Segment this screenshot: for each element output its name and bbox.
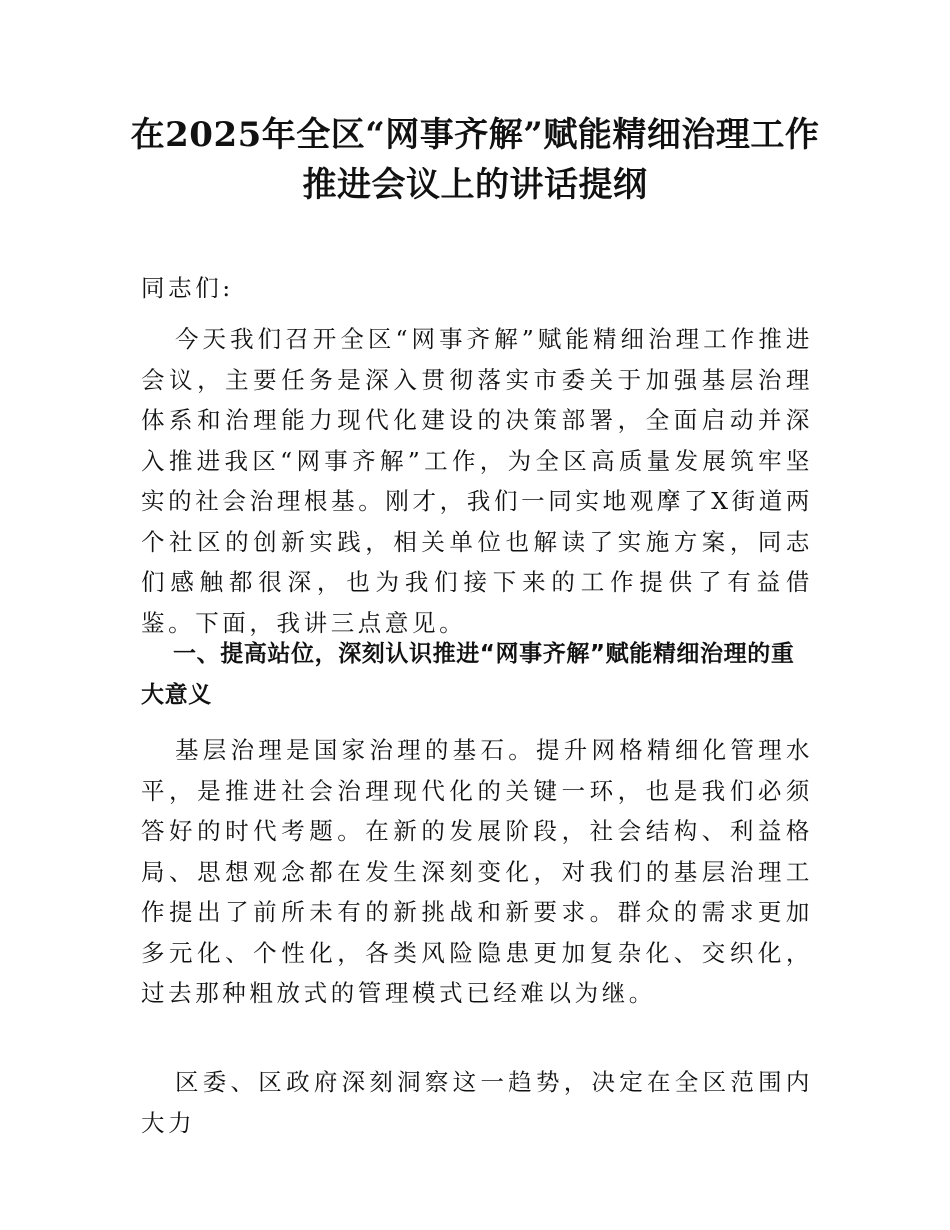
paragraph-section1-2: 区委、区政府深刻洞察这一趋势，决定在全区范围内大力 bbox=[141, 1068, 813, 1137]
document-title: 在2025年全区“网事齐解”赋能精细治理工作推进会议上的讲话提纲 bbox=[130, 115, 820, 205]
salutation: 同志们: bbox=[141, 274, 234, 302]
paragraph-intro: 今天我们召开全区“网事齐解”赋能精细治理工作推进会议，主要任务是深入贯彻落实市委关于加强基层治理体系和治理能力现代化建设的决策部署，全面启动并深入推进我区“网事齐解”工作，为全区高质量发展筑牢坚实的社会治理根基。刚才，我们一同实地观摩了X街道两个社区的创新实践，相关单位也解读了实施方案，同志们感触都很深，也为我们接下来的工作提供了有益借鉴。下面，我讲三点意见。 bbox=[141, 325, 813, 637]
paragraph-section1-1: 基层治理是国家治理的基石。提升网格精细化管理水平，是推进社会治理现代化的关键一环，也是我们必须答好的时代考题。在新的发展阶段，社会结构、利益格局、思想观念都在发生深刻变化，对我们的基层治理工作提出了前所未有的新挑战和新要求。群众的需求更加多元化、个性化，各类风险隐患更加复杂化、交织化，过去那种粗放式的管理模式已经难以为继。 bbox=[141, 736, 813, 1007]
section-heading-1: 一、提高站位，深刻认识推进“网事齐解”赋能精细治理的重大意义 bbox=[141, 641, 795, 708]
